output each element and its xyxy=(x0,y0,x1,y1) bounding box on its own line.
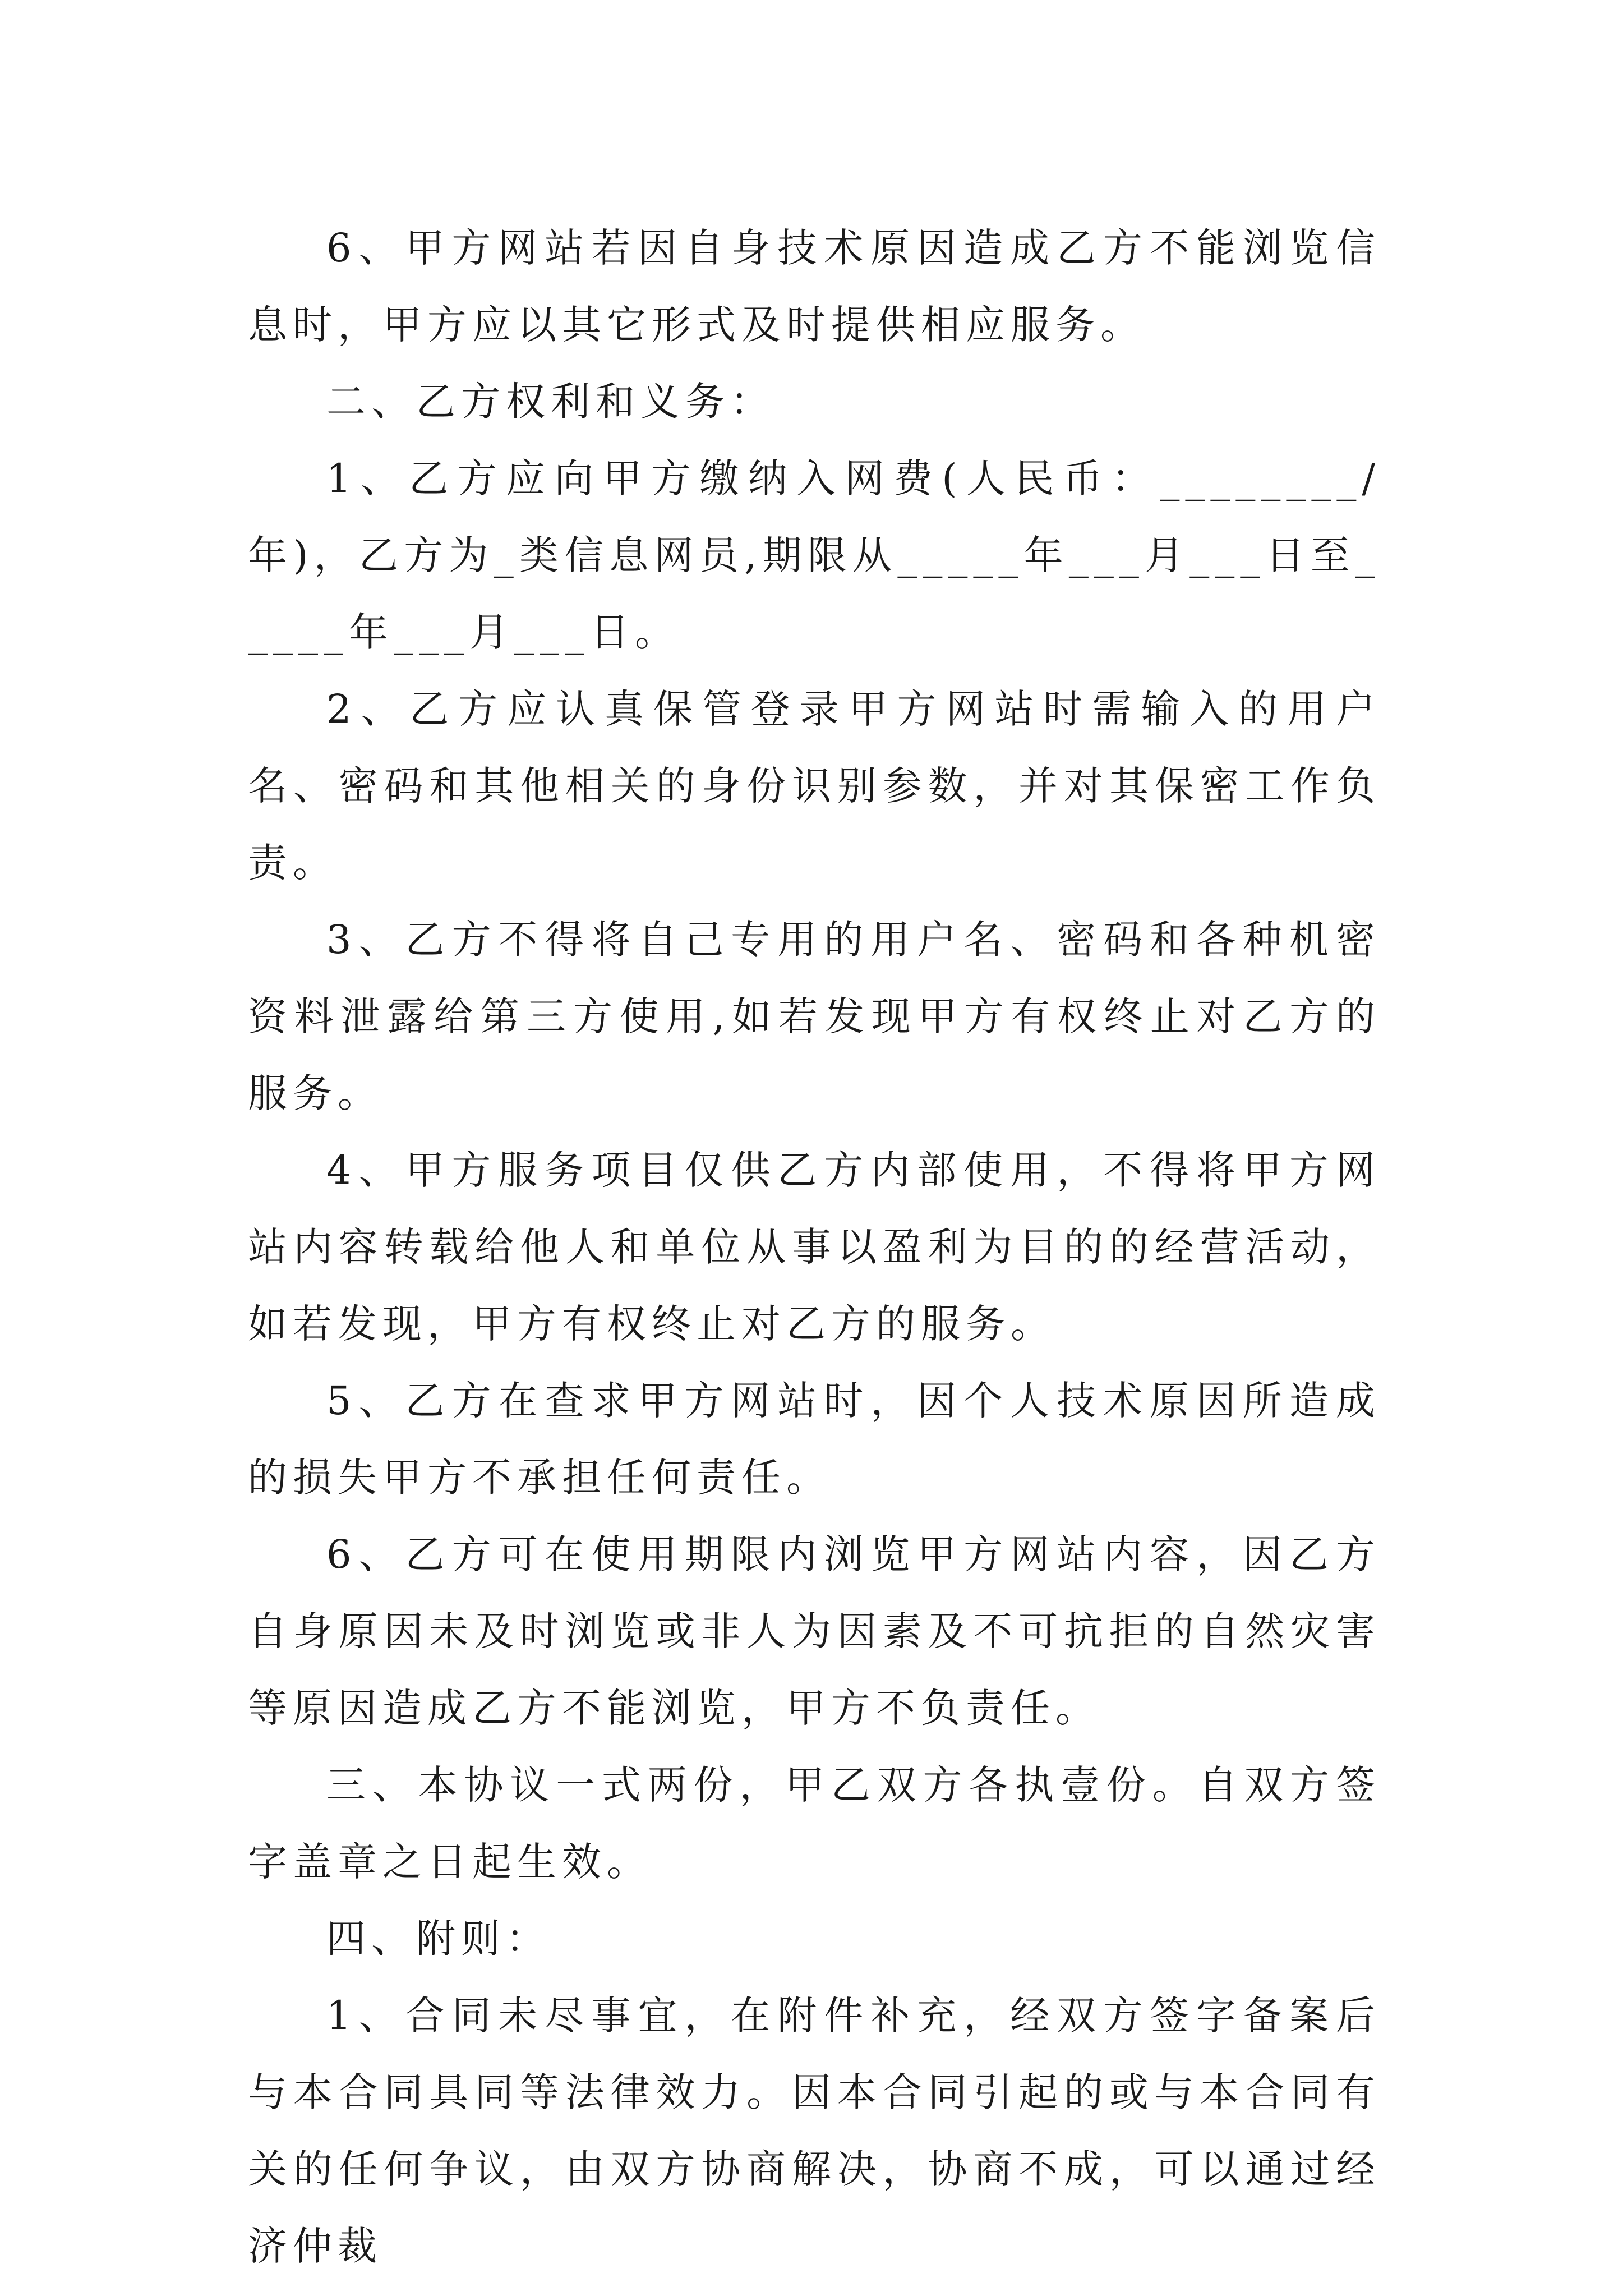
paragraph-party-b-clause-2: 2、乙方应认真保管登录甲方网站时需输入的用户名、密码和其他相关的身份识别参数，并对其保密工作负责。 xyxy=(248,686,1381,886)
heading-supplementary-provisions: 四、附则： xyxy=(326,1916,551,1962)
paragraph-party-b-clause-5: 5、乙方在查求甲方网站时，因个人技术原因所造成的损失甲方不承担任何责任。 xyxy=(248,1378,1381,1501)
paragraph-party-b-clause-3: 3、乙方不得将自己专用的用户名、密码和各种机密资料泄露给第三方使用,如若发现甲方有权终止对乙方的服务。 xyxy=(248,917,1381,1116)
paragraph-party-b-clause-1: 1、乙方应向甲方缴纳入网费(人民币：________/年)，乙方为_类信息网员,期限从_____年___月___日至_____年___月___日。 xyxy=(248,455,1381,655)
paragraph-party-b-clause-4: 4、甲方服务项目仅供乙方内部使用，不得将甲方网站内容转载给他人和单位从事以盈利为目的的经营活动，如若发现，甲方有权终止对乙方的服务。 xyxy=(248,1147,1381,1347)
document-body xyxy=(248,210,1381,2285)
heading-party-b-rights: 二、乙方权利和义务： xyxy=(326,379,775,425)
paragraph-party-b-clause-6: 6、乙方可在使用期限内浏览甲方网站内容，因乙方自身原因未及时浏览或非人为因素及不可抗拒的自然灾害等原因造成乙方不能浏览，甲方不负责任。 xyxy=(248,1531,1381,1731)
paragraph-party-a-clause-6: 6、甲方网站若因自身技术原因造成乙方不能浏览信息时，甲方应以其它形式及时提供相应服务。 xyxy=(248,225,1381,348)
paragraph-section-3: 三、本协议一式两份，甲乙双方各执壹份。自双方签字盖章之日起生效。 xyxy=(248,1762,1381,1885)
paragraph-supplementary-clause-1: 1、合同未尽事宜，在附件补充，经双方签字备案后与本合同具同等法律效力。因本合同引起的或与本合同有关的任何争议，由双方协商解决，协商不成，可以通过经济仲裁 xyxy=(248,1993,1381,2269)
